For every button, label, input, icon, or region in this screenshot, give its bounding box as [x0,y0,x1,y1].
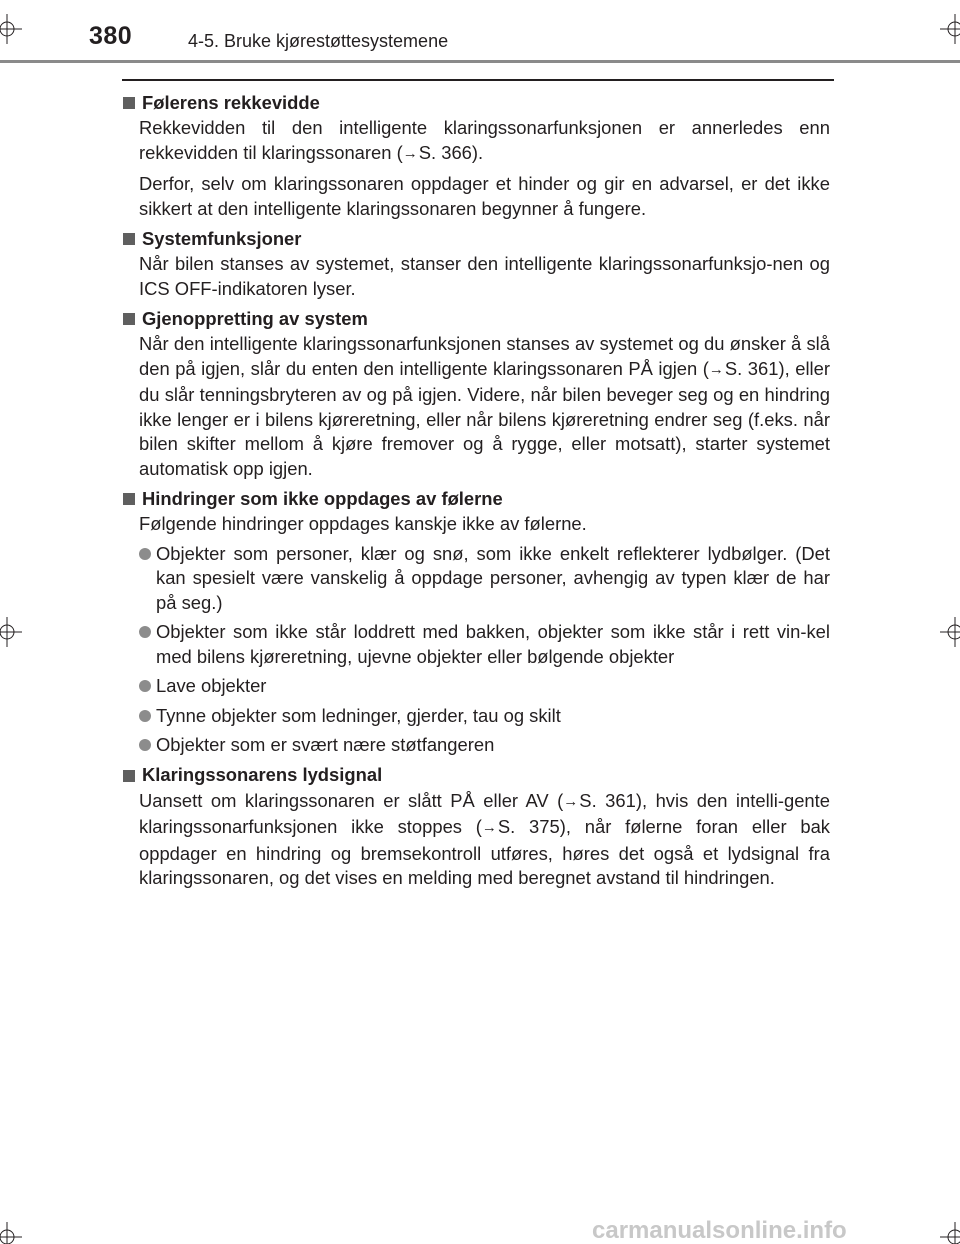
page-reference-text: S. 361), eller du slår tenningsbryteren av og på igjen. Videre, når bilen beveger seg og en hindring ikke lenger er i bilens kjøreretning, eller når bilens kjøreretning endrer seg (f.eks. når bilen skifter mellom å kjøre fremover og å rygge, eller motsatt), starter systemet automatisk opp igjen. [139,357,830,479]
section-heading [122,90,830,116]
page-reference-text: S. 375), når følerne foran eller bak oppdager en hindring og bremsekontroll utføres, høres det også et lydsignal fra klaringssonaren, og det vises en melding med beregnet avstand til hindringen. [139,816,830,888]
registration-mark-icon [0,1222,22,1244]
manual-section [122,763,830,891]
watermark: carmanualsonline.info [592,1217,847,1244]
page-reference-text: S. 366). [418,141,484,163]
header-divider [0,60,960,63]
body-paragraph [139,116,830,167]
registration-mark-icon [0,617,22,647]
section-heading [122,306,830,332]
list-item [139,704,830,729]
square-bullet-icon [123,313,135,325]
circle-bullet-icon [139,710,151,722]
circle-bullet-icon [139,548,151,560]
section-heading-text: Følerens rekkevidde [142,91,320,113]
paragraph-text: Når den intelligente klaringssonarfunksjonen stanses av systemet og du ønsker å slå den på igjen, slår du enten den intelligente klaringssonaren PÅ igjen ( [139,333,830,379]
page-reference-text: S. 361), hvis den intelli-gente klaringssonarfunksjonen ikke stoppes ( [139,789,830,837]
manual-content [122,90,830,896]
section-heading [122,486,830,512]
body-paragraph [139,172,830,221]
section-divider [122,79,834,81]
body-paragraph [139,332,830,481]
section-heading-text: Systemfunksjoner [142,227,302,249]
list-item-text: Objekter som personer, klær og snø, som ikke enkelt reflekterer lydbølger. (Det kan spesielt være vanskelig å oppdage personer, avhengig av typen klær de har på seg.) [156,542,830,613]
circle-bullet-icon [139,739,151,751]
manual-section [122,486,830,758]
page-header [0,0,960,64]
list-item-text: Lave objekter [156,675,267,696]
paragraph-text: Derfor, selv om klaringssonaren oppdager et hinder og gir en advarsel, er det ikke sikkert at den intelligente klaringssonaren begynner å fungere. [139,173,830,219]
paragraph-text: Rekkevidden til den intelligente klaringssonarfunksjonen er annerledes enn rekkevidden til klaringssonaren ( [139,117,830,163]
manual-section [122,226,830,301]
square-bullet-icon [123,493,135,505]
body-paragraph [139,252,830,301]
arrow-right-icon: → [402,144,418,162]
list-item [139,733,830,758]
section-heading [122,763,830,789]
paragraph-text: Når bilen stanses av systemet, stanser den intelligente klaringssonarfunksjo-nen og ICS OFF-indikatoren lyser. [139,253,830,299]
list-item-text: Objekter som ikke står loddrett med bakken, objekter som ikke står i rett vin-kel med bilens kjøreretning, ujevne objekter eller bølgende objekter [156,621,830,667]
section-heading [122,226,830,252]
section-heading-text: Gjenoppretting av system [142,307,368,329]
list-item [139,674,830,699]
paragraph-text: Følgende hindringer oppdages kanskje ikke av følerne. [139,513,587,534]
body-paragraph [139,512,830,537]
manual-section [122,306,830,481]
list-item [139,542,830,616]
paragraph-text: Uansett om klaringssonaren er slått PÅ eller AV ( [139,789,564,811]
list-item-text: Tynne objekter som ledninger, gjerder, tau og skilt [156,704,561,726]
body-paragraph [139,789,830,891]
square-bullet-icon [123,770,135,782]
section-heading-text: Hindringer som ikke oppdages av følerne [142,487,503,509]
square-bullet-icon [123,97,135,109]
square-bullet-icon [123,233,135,245]
circle-bullet-icon [139,680,151,692]
section-heading-text: Klaringssonarens lydsignal [142,764,383,786]
arrow-right-icon: → [563,792,579,810]
chapter-title: 4-5. Bruke kjørestøttesystemene [188,31,449,51]
list-item-text: Objekter som er svært nære støtfangeren [156,734,495,755]
manual-section [122,90,830,221]
arrow-right-icon: → [708,360,724,378]
registration-mark-icon [940,617,960,647]
list-item [139,620,830,669]
arrow-right-icon: → [481,819,497,836]
circle-bullet-icon [139,626,151,638]
page-number: 380 [89,22,133,50]
